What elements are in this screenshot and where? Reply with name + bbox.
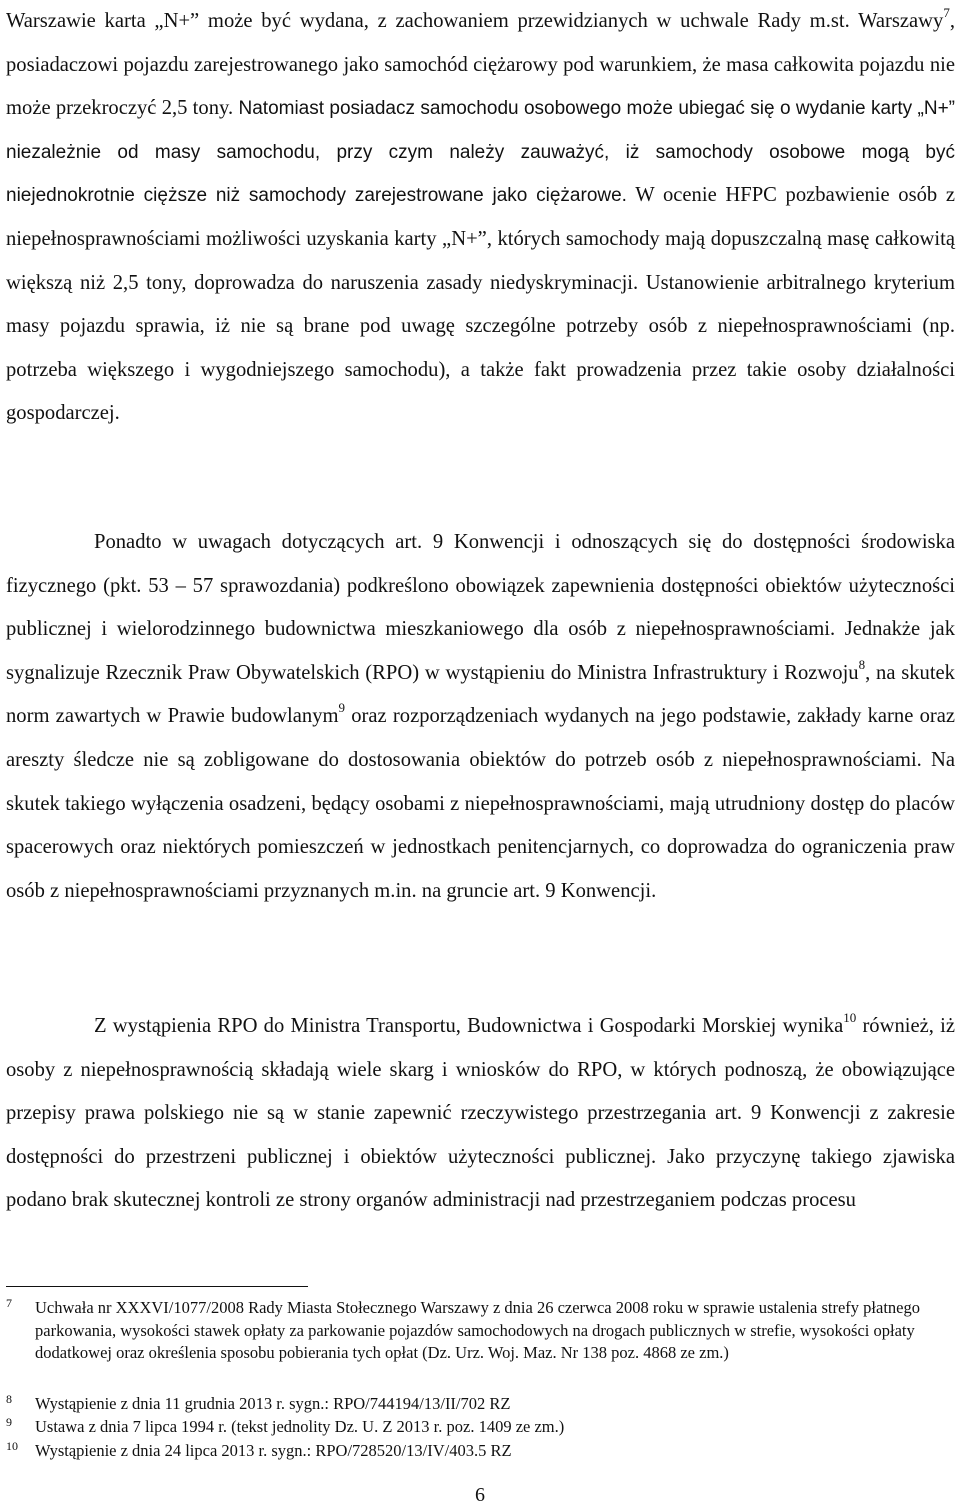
footnote-ref-8: 8	[858, 656, 866, 672]
page-number: 6	[475, 1484, 485, 1506]
footnote-ref-10: 10	[843, 1010, 857, 1025]
paragraph-2	[6, 521, 955, 913]
paragraph-3	[6, 1005, 955, 1223]
p2-text-a: Ponadto w uwagach dotyczących art. 9 Konwencji i odnoszących się do dostępności środowiska fizycznego (pkt. 53 – 57 sprawozdania) podkreślono obowiązek zapewnienia dostępności obiektów użyteczności publicznej i wielorodzinnego budownictwa mieszkaniowego dla osób z niepełnosprawnościami. Jednakże jak sygnalizuje Rzecznik Praw Obywatelskich (RPO) w wystąpieniu do Ministra Infrastruktury i Rozwoju	[6, 531, 955, 684]
footnote-text: Wystąpienie z dnia 24 lipca 2013 r. sygn.: RPO/728520/13/IV/403.5 RZ	[35, 1441, 512, 1460]
paragraph-1	[6, 0, 955, 436]
footnote-separator	[6, 1286, 308, 1287]
footnote-number: 9	[6, 1415, 12, 1429]
p1-text-c: Natomiast posiadacz samochodu osobowego może ubiegać się o wydanie karty „N+” niezależnie od masy samochodu, przy czym należy zauważyć, iż samochody osobowe mogą być niejednokrotnie cięższe niż samochody zarejestrowane jako ciężarowe.	[6, 98, 956, 207]
footnote-text: Uchwała nr XXXVI/1077/2008 Rady Miasta Stołecznego Warszawy z dnia 26 czerwca 2008 roku w sprawie ustalenia strefy płatnego parkowania, wysokości stawek opłaty za parkowanie pojazdów samochodowych na drogach publicznych w strefie, wysokości opłaty dodatkowej oraz określenia sposobu pobierania tych opłat (Dz. Urz. Woj. Maz. Nr 138 poz. 4868 ze zm.)	[35, 1298, 920, 1362]
footnote-ref-9: 9	[338, 700, 346, 716]
footnote-7	[6, 1297, 955, 1365]
footnote-number: 10	[6, 1439, 18, 1453]
p2-text-c: oraz rozporządzeniach wydanych na jego podstawie, zakłady karne oraz areszty śledcze nie są zobligowane do dostosowania obiektów do potrzeb osób z niepełnosprawnościami. Na skutek takiego wyłączenia osadzeni, będący osobami z niepełnosprawnościami, mają utrudniony dostęp do placów spacerowych oraz niektórych pomieszczeń w jednostkach penitencjarnych, co doprowadza do ograniczenia praw osób z niepełnosprawnościami przyznanych m.in. na gruncie art. 9 Konwencji.	[6, 705, 956, 902]
footnote-number: 7	[6, 1296, 12, 1310]
footnote-text: Wystąpienie z dnia 11 grudnia 2013 r. sygn.: RPO/744194/13/II/702 RZ	[35, 1394, 511, 1413]
footnote-number: 8	[6, 1392, 12, 1406]
p3-text-b: również, iż osoby z niepełnosprawnością składają wiele skarg i wniosków do RPO, w których podnoszą, że obowiązujące przepisy prawa polskiego nie są w stanie zapewnić rzeczywistego przestrzegania art. 9 Konwencji z zakresie dostępności do przestrzeni publicznej i obiektów użyteczności publicznej. Jako przyczynę takiego zjawiska podano brak skutecznej kontroli ze strony organów administracji nad przestrzeganiem podczas procesu	[6, 1015, 956, 1212]
footnote-10	[6, 1440, 955, 1463]
p1-text-b: , posiadaczowi pojazdu zarejestrowanego jako samochód ciężarowy pod warunkiem, że masa całkowita pojazdu nie może przekroczyć 2,5 tony.	[6, 10, 955, 120]
p3-text-a: Z wystąpienia RPO do Ministra Transportu, Budownictwa i Gospodarki Morskiej wynika	[94, 1015, 844, 1037]
p1-text-a: Warszawie karta „N+” może być wydana, z zachowaniem przewidzianych w uchwale Rady m.st. Warszawy	[6, 10, 944, 32]
footnote-text: Ustawa z dnia 7 lipca 1994 r. (tekst jednolity Dz. U. Z 2013 r. poz. 1409 ze zm.)	[35, 1417, 565, 1436]
footnote-9	[6, 1416, 955, 1439]
footnote-ref-7: 7	[943, 5, 950, 20]
p2-text-b: , na skutek norm zawartych w Prawie budowlanym	[6, 661, 955, 728]
footnote-8	[6, 1393, 955, 1416]
p1-text-d: W ocenie HFPC pozbawienie osób z niepełnosprawnościami możliwości uzyskania karty „N+”, których samochody mają dopuszczalną masę całkowitą większą niż 2,5 tony, doprowadza do naruszenia zasady niedyskryminacji. Ustanowienie arbitralnego kryterium masy pojazdu sprawia, iż nie są brane pod uwagę szczególne potrzeby osób z niepełnosprawnościami (np. potrzeba większego i wygodniejszego samochodu), a także fakt prowadzenia przez takie osoby działalności gospodarczej.	[6, 184, 955, 425]
